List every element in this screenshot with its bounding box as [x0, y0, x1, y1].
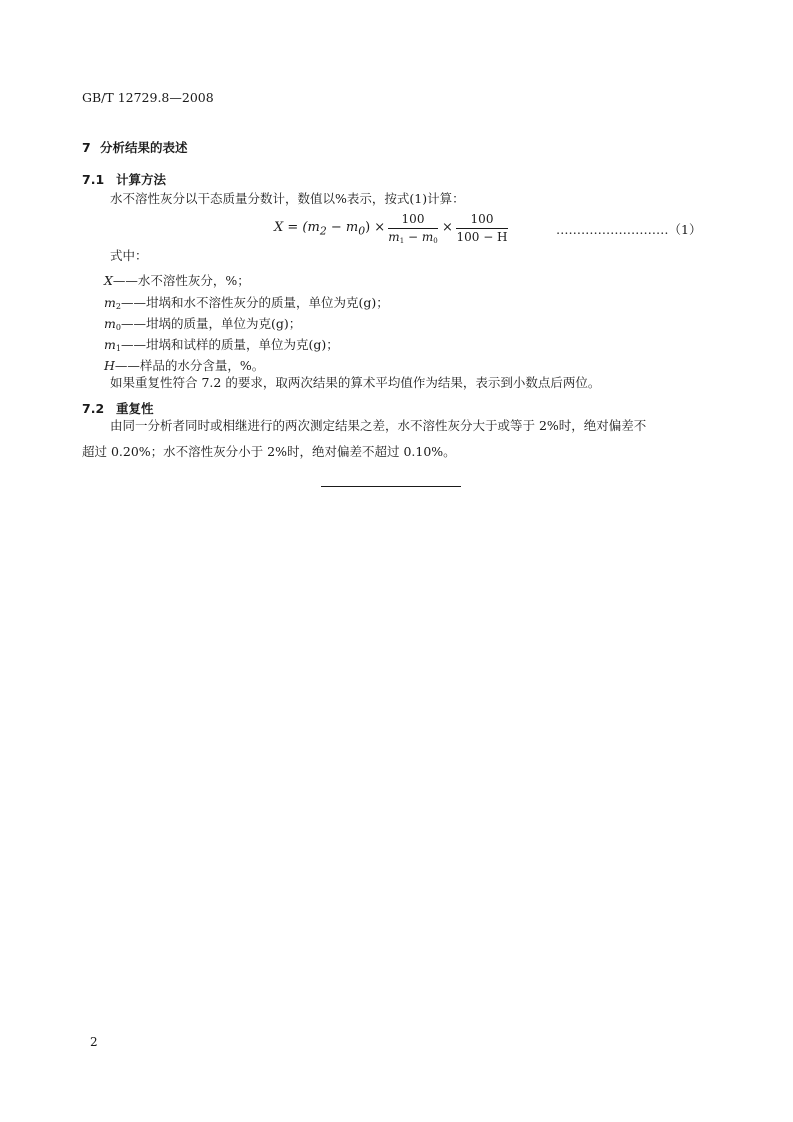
den-m0-sub: 0: [433, 237, 438, 245]
den-m0-sym: m: [421, 230, 434, 244]
variable-symbol: X: [104, 273, 113, 288]
subsection-title: 重复性: [116, 401, 154, 416]
formula-m0: [345, 220, 366, 238]
subsection-7-2-heading: [82, 399, 154, 417]
variable-description: ——坩埚和试样的质量，单位为克(g)；: [120, 337, 339, 352]
fraction-1-bar: [388, 228, 438, 229]
den-minus: −: [404, 230, 422, 244]
standard-code-header: GB/T 12729.8—2008: [82, 90, 214, 105]
section-title: 分析结果的表述: [100, 140, 188, 155]
variable-subscript: 0: [115, 323, 121, 332]
formula-lhs: [274, 220, 385, 238]
subsection-title: 计算方法: [116, 172, 167, 187]
variable-definition-line: [104, 293, 389, 311]
variable-symbol: m: [104, 316, 116, 331]
variable-definition-line: [104, 271, 250, 289]
formula-m2-sym: m: [307, 220, 320, 235]
variable-symbol: m: [104, 295, 116, 310]
fraction-1-denominator: [388, 230, 438, 248]
formula-minus: −: [326, 220, 346, 235]
end-rule: [321, 486, 461, 487]
formula-m2: [307, 220, 327, 238]
formula-close-times: ) ×: [365, 220, 386, 235]
variable-symbol: m: [104, 337, 116, 352]
subsection-number: 7.2: [82, 401, 105, 416]
subsection-7-1-heading: [82, 170, 166, 188]
variable-description: ——样品的水分含量，%。: [114, 358, 265, 373]
formula-times: ×: [442, 220, 453, 235]
section-number: 7: [82, 140, 91, 155]
variable-definition-line: [104, 335, 339, 353]
formula-fraction-2: [456, 212, 508, 244]
formula-m0-sub: 0: [358, 224, 366, 238]
den-m1-sub: 1: [399, 237, 405, 245]
variable-symbol: H: [104, 358, 115, 373]
den-m1-sym: m: [388, 230, 400, 244]
formula-number-label: ………………………（1）: [556, 222, 702, 237]
fraction-2-denominator: 100 − H: [456, 230, 508, 244]
repeatability-line-2: 超过 0.20%；水不溶性灰分小于 2%时，绝对偏差不超过 0.10%。: [82, 444, 456, 459]
where-label: 式中：: [110, 248, 148, 263]
fraction-2-numerator: 100: [470, 212, 494, 226]
variable-description: ——水不溶性灰分，%；: [112, 273, 250, 288]
section-7-heading: [82, 138, 188, 156]
page-number: 2: [90, 1035, 98, 1049]
intro-paragraph: 水不溶性灰分以干态质量分数计，数值以%表示，按式(1)计算：: [110, 191, 465, 206]
formula-fraction-1: [388, 212, 438, 248]
variable-description: ——坩埚和水不溶性灰分的质量，单位为克(g)；: [120, 295, 389, 310]
variable-subscript: 2: [115, 302, 121, 311]
result-note: 如果重复性符合 7.2 的要求，取两次结果的算术平均值作为结果，表示到小数点后两位。: [110, 375, 601, 390]
variable-definition-line: [104, 356, 264, 374]
variable-description: ——坩埚的质量，单位为克(g)；: [120, 316, 302, 331]
subsection-number: 7.1: [82, 172, 105, 187]
formula-lhs-text: X = (: [274, 220, 308, 235]
variable-subscript: 1: [115, 344, 121, 353]
fraction-2-bar: [456, 228, 508, 229]
repeatability-line-1: 由同一分析者同时或相继进行的两次测定结果之差，水不溶性灰分大于或等于 2%时，绝对偏差不: [110, 418, 647, 433]
formula-m2-sub: 2: [319, 224, 327, 238]
variable-definition-line: [104, 314, 301, 332]
formula-m0-sym: m: [345, 220, 359, 235]
fraction-1-numerator: 100: [401, 212, 425, 226]
